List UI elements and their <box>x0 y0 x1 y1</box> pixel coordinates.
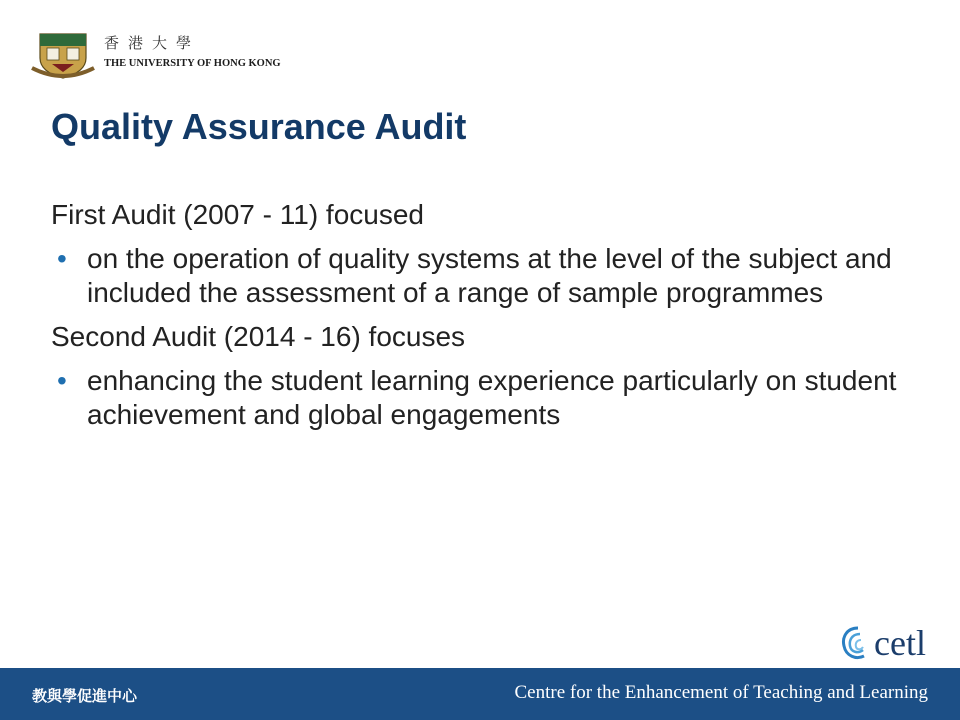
bullet-text: on the operation of quality systems at the level of the subject and included the assessment of a range of sample programmes <box>87 243 892 308</box>
bullet-item-first-audit <box>51 242 911 310</box>
cetl-logo <box>838 622 938 666</box>
section-heading-first-audit: First Audit (2007 - 11) focused <box>51 199 424 230</box>
footer-centre-name-chinese: 教與學促進中心 <box>32 687 138 705</box>
slide-title: Quality Assurance Audit <box>51 106 467 147</box>
university-crest-icon <box>30 28 96 80</box>
bullet-icon: • <box>57 243 67 274</box>
university-logo <box>30 28 290 82</box>
footer-centre-name-english: Centre for the Enhancement of Teaching and Learning <box>514 682 928 703</box>
section-heading-second-audit: Second Audit (2014 - 16) focuses <box>51 321 466 352</box>
cetl-logo-text: cetl <box>874 623 926 663</box>
university-name-chinese: 香港大學 <box>104 34 201 52</box>
footer-bar <box>0 668 960 720</box>
university-name-english: THE UNIVERSITY OF HONG KONG <box>104 58 281 69</box>
bullet-text: enhancing the student learning experience particularly on student achievement and global engagements <box>87 365 897 430</box>
bullet-icon: • <box>57 365 67 396</box>
slide-body <box>51 198 911 442</box>
cetl-swirl-icon <box>838 622 878 666</box>
bullet-item-second-audit <box>51 364 911 432</box>
